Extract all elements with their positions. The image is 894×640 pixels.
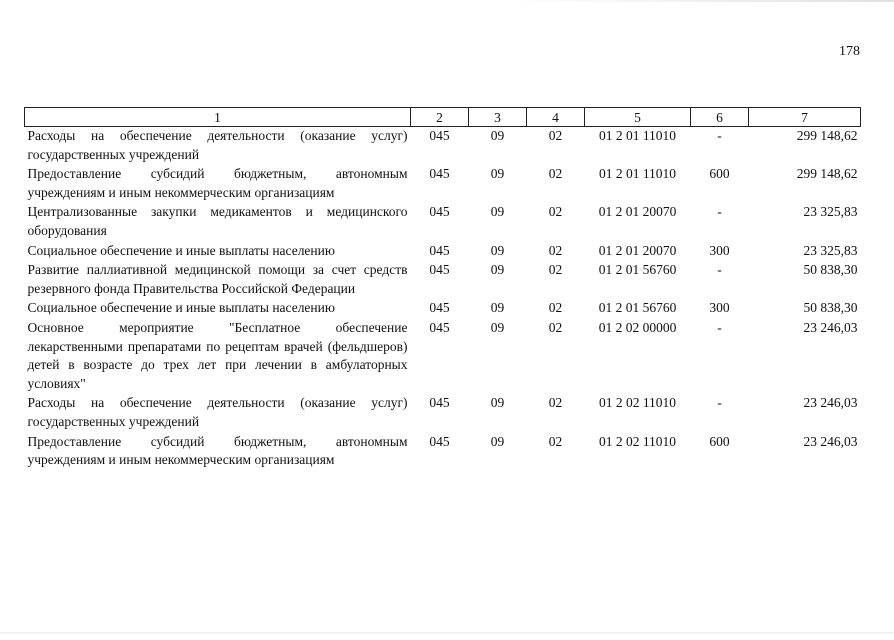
row-expense-type: 300	[709, 242, 730, 258]
table-row	[25, 299, 861, 319]
row-ministry-code: 045	[429, 166, 450, 182]
row-target-article: 01 2 01 56760	[598, 300, 677, 316]
row-ministry-code: 045	[429, 319, 450, 335]
row-subsection: 02	[548, 128, 563, 143]
row-description: Социальное обеспечение и иные выплаты населению	[27, 242, 335, 258]
row-amount: 23 325,83	[803, 204, 858, 220]
row-description: Расходы на обеспечение деятельности (оказание услуг) государственных учреждений	[27, 395, 408, 429]
row-subsection: 02	[548, 166, 563, 182]
page-number: 178	[839, 44, 860, 59]
row-section: 09	[490, 242, 505, 258]
row-expense-type: -	[717, 319, 722, 335]
row-target-article: 01 2 01 11010	[598, 128, 677, 143]
row-subsection: 02	[548, 204, 563, 220]
row-amount: 299 148,62	[796, 128, 858, 143]
row-section: 09	[490, 300, 505, 316]
header-col-3: 3	[469, 108, 527, 127]
row-target-article: 01 2 01 11010	[598, 166, 677, 182]
row-description: Основное мероприятие "Бесплатное обеспечение лекарственными препаратами по рецептам врачей (фельдшеров) детей в возрасте до трех лет при лечении в амбулаторных условиях"	[27, 319, 408, 391]
row-description: Развитие паллиативной медицинской помощи за счет средств резервного фонда Правительства Российской Федерации	[27, 262, 408, 296]
row-amount: 23 246,03	[803, 433, 858, 449]
table-row	[25, 261, 861, 299]
row-amount: 23 246,03	[803, 319, 858, 335]
row-expense-type: -	[717, 128, 722, 143]
row-amount: 50 838,30	[803, 262, 858, 278]
row-section: 09	[490, 319, 505, 335]
row-subsection: 02	[548, 433, 563, 449]
row-amount: 23 325,83	[803, 242, 858, 258]
row-expense-type: 600	[709, 166, 730, 182]
row-ministry-code: 045	[429, 300, 450, 316]
table-row	[25, 203, 861, 241]
row-description: Предоставление субсидий бюджетным, автономным учреждениям и иным некоммерческим организациям	[27, 433, 408, 468]
row-subsection: 02	[548, 395, 563, 411]
header-col-5: 5	[585, 108, 691, 127]
row-expense-type: 600	[709, 433, 730, 449]
row-description: Социальное обеспечение и иные выплаты населению	[27, 300, 335, 316]
row-section: 09	[490, 204, 505, 220]
row-description: Расходы на обеспечение деятельности (оказание услуг) государственных учреждений	[27, 128, 408, 162]
row-description: Предоставление субсидий бюджетным, автономным учреждениям и иным некоммерческим организациям	[27, 166, 408, 200]
row-target-article: 01 2 01 20070	[598, 242, 677, 258]
header-col-7: 7	[749, 108, 861, 127]
row-ministry-code: 045	[429, 433, 450, 449]
row-ministry-code: 045	[429, 262, 450, 278]
row-subsection: 02	[548, 242, 563, 258]
table-row	[25, 394, 861, 432]
header-col-4: 4	[527, 108, 585, 127]
row-ministry-code: 045	[429, 395, 450, 411]
row-expense-type: 300	[709, 300, 730, 316]
row-amount: 23 246,03	[803, 395, 858, 411]
row-target-article: 01 2 01 56760	[598, 262, 677, 278]
row-expense-type: -	[717, 395, 722, 411]
row-subsection: 02	[548, 300, 563, 316]
scan-edge-bottom	[0, 632, 894, 634]
row-expense-type: -	[717, 262, 722, 278]
table-row	[25, 165, 861, 203]
row-section: 09	[490, 262, 505, 278]
row-target-article: 01 2 02 11010	[598, 395, 677, 411]
budget-table	[24, 107, 861, 471]
header-col-6: 6	[691, 108, 749, 127]
row-section: 09	[490, 128, 505, 143]
row-ministry-code: 045	[429, 204, 450, 220]
scan-edge-top	[510, 0, 894, 2]
row-description: Централизованные закупки медикаментов и медицинского оборудования	[27, 204, 408, 238]
table-row	[25, 433, 861, 471]
table-row	[25, 127, 861, 166]
row-amount: 50 838,30	[803, 300, 858, 316]
header-row	[25, 108, 861, 127]
row-subsection: 02	[548, 262, 563, 278]
row-section: 09	[490, 395, 505, 411]
table-body	[25, 127, 861, 471]
row-target-article: 01 2 02 11010	[598, 433, 677, 449]
row-ministry-code: 045	[429, 128, 450, 143]
row-subsection: 02	[548, 319, 563, 335]
header-col-1: 1	[25, 108, 411, 127]
table-header	[25, 108, 861, 127]
row-target-article: 01 2 01 20070	[598, 204, 677, 220]
header-col-2: 2	[411, 108, 469, 127]
row-ministry-code: 045	[429, 242, 450, 258]
row-target-article: 01 2 02 00000	[598, 319, 677, 335]
table-row	[25, 242, 861, 262]
row-section: 09	[490, 433, 505, 449]
row-section: 09	[490, 166, 505, 182]
row-amount: 299 148,62	[796, 166, 858, 182]
table-row	[25, 319, 861, 394]
row-expense-type: -	[717, 204, 722, 220]
